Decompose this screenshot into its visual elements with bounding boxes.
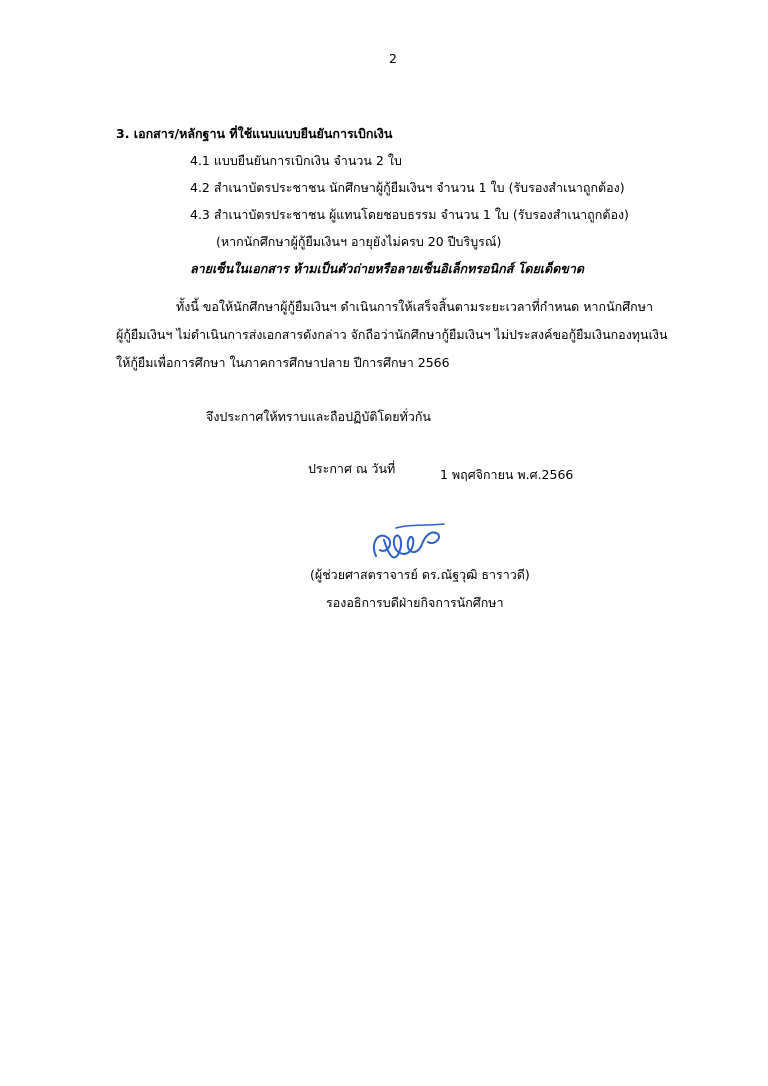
list-item: 4.1 แบบยืนยันการเบิกเงิน จำนวน 2 ใบ [190, 153, 402, 168]
closing-statement: จึงประกาศให้ทราบและถือปฏิบัติโดยทั่วกัน [206, 409, 431, 424]
signatory-position: รองอธิการบดีฝ่ายกิจการนักศึกษา [326, 595, 504, 610]
page-number: 2 [389, 51, 397, 66]
list-item-note: (หากนักศึกษาผู้กู้ยืมเงินฯ อายุยังไม่ครบ 20 ปีบริบูรณ์) [216, 234, 502, 249]
announce-date: 1 พฤศจิกายน พ.ศ.2566 [440, 467, 574, 482]
body-paragraph-line: ให้กู้ยืมเพื่อการศึกษา ในภาคการศึกษาปลาย ปีการศึกษา 2566 [116, 355, 450, 370]
signature-warning: ลายเซ็นในเอกสาร ห้ามเป็นตัวถ่ายหรือลายเซ็นอิเล็กทรอนิกส์ โดยเด็ดขาด [190, 261, 584, 276]
list-item: 4.3 สำเนาบัตรประชาชน ผู้แทนโดยชอบธรรม จำนวน 1 ใบ (รับรองสำเนาถูกต้อง) [190, 207, 629, 222]
section-heading: 3. เอกสาร/หลักฐาน ที่ใช้แนบแบบยืนยันการเบิกเงิน [116, 126, 393, 141]
signature-image [366, 520, 450, 566]
list-item: 4.2 สำเนาบัตรประชาชน นักศึกษาผู้กู้ยืมเงินฯ จำนวน 1 ใบ (รับรองสำเนาถูกต้อง) [190, 180, 625, 195]
body-paragraph-line: ทั้งนี้ ขอให้นักศึกษาผู้กู้ยืมเงินฯ ดำเนินการให้เสร็จสิ้นตามระยะเวลาที่กำหนด หากนักศึกษา [176, 299, 653, 314]
body-paragraph-line: ผู้กู้ยืมเงินฯ ไม่ดำเนินการส่งเอกสารดังกล่าว จักถือว่านักศึกษากู้ยืมเงินฯ ไม่ประสงค์ขอกู้ยืมเงินกองทุนเงิน [116, 327, 668, 342]
announce-label: ประกาศ ณ วันที่ [308, 461, 396, 476]
signatory-name: (ผู้ช่วยศาสตราจารย์ ดร.ณัฐวุฒิ ธาราวดี) [310, 567, 530, 582]
